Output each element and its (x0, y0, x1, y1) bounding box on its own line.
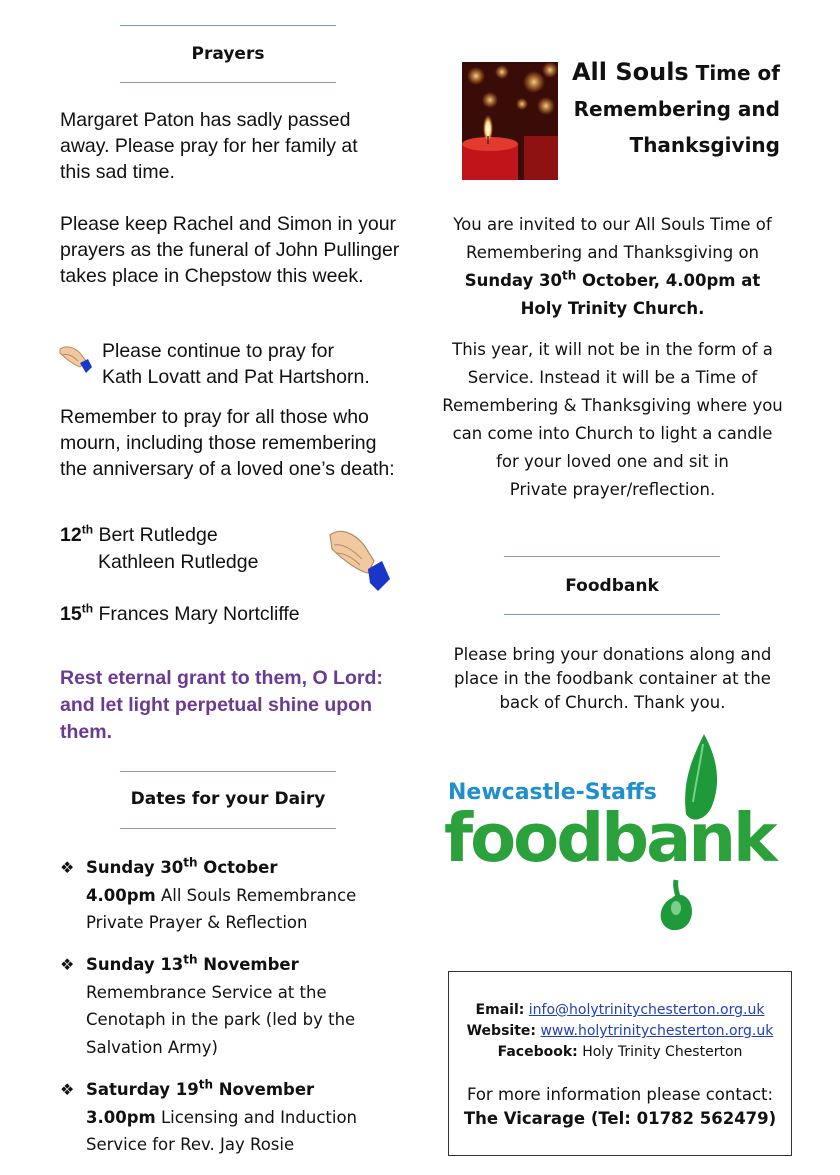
foodbank-logo-top: Newcastle-Staffs (448, 780, 657, 805)
praying-hands-large-icon (326, 525, 392, 595)
all-souls-title-line-2: Remembering and (573, 97, 780, 121)
dates-title: Dates for your Dairy (130, 789, 326, 809)
anniversary-day: 12 (60, 524, 82, 546)
diary-text: Licensing and Induction (155, 1107, 357, 1127)
diary-month: October (197, 858, 278, 877)
diary-time: 4.00pm (86, 885, 156, 905)
foodbank-line: back of Church. Thank you. (499, 693, 726, 712)
praying-hands-small-icon (56, 341, 94, 377)
prayers-paragraph-1: Margaret Paton has sadly passed away. Please pray for her family at this sad time. (60, 109, 358, 183)
diary-text: Remembrance Service at the (86, 982, 327, 1002)
foodbank-line: place in the foodbank container at the (454, 669, 771, 688)
anniversary-15 (60, 601, 380, 627)
all-souls-title-rest: Time of (688, 61, 780, 85)
diary-text: All Souls Remembrance (155, 885, 357, 905)
all-souls-invitation (440, 211, 785, 323)
remember-paragraph: Remember to pray for all those who mourn, including those remembering the anniversary of a loved one’s death: (60, 406, 395, 480)
invitation-line: You are invited to our All Souls Time of (453, 215, 772, 234)
anniversary-day-suffix: th (81, 522, 94, 537)
invitation-place: Holy Trinity Church. (520, 299, 705, 318)
diamond-bullet-icon: ❖ (60, 858, 75, 877)
diamond-bullet-icon: ❖ (60, 1080, 75, 1099)
website-link[interactable]: www.holytrinitychesterton.org.uk (540, 1023, 774, 1039)
continue-pray-line-1: Please continue to pray for (102, 340, 334, 362)
description-line: Service. Instead it will be a Time of (467, 368, 758, 387)
diary-text: Cenotaph in the park (led by the (86, 1010, 356, 1029)
diary-item (60, 951, 420, 1061)
description-line: Remembering & Thanksgiving where you (442, 396, 783, 415)
foodbank-line: Please bring your donations along and (453, 645, 772, 664)
foodbank-rule-top (504, 556, 720, 557)
anniversary-name: Frances Mary Nortcliffe (98, 603, 300, 625)
anniversary-12-second-name: Kathleen Rutledge (98, 551, 259, 573)
website-label: Website: (466, 1023, 536, 1039)
diary-date: Sunday 30 (86, 858, 184, 877)
diary-text: Service for Rev. Jay Rosie (86, 1135, 295, 1154)
invitation-date-rest: October, 4.00pm at (576, 271, 761, 290)
all-souls-description (440, 336, 785, 504)
anniversary-name: Bert Rutledge (98, 524, 218, 546)
prayers-title: Prayers (191, 44, 265, 64)
prayers-rule-bottom (120, 82, 336, 83)
anniversary-day-suffix: th (81, 601, 94, 616)
diary-time: 3.00pm (86, 1107, 156, 1127)
invitation-date: Sunday 30 (464, 271, 562, 290)
diary-date: Sunday 13 (86, 955, 184, 974)
description-line: can come into Church to light a candle (452, 424, 773, 443)
email-label: Email: (475, 1002, 525, 1018)
email-link[interactable]: info@holytrinitychesterton.org.uk (528, 1002, 765, 1018)
facebook-name: Holy Trinity Chesterton (582, 1044, 743, 1060)
diary-date-suffix: th (183, 855, 198, 870)
dates-rule-top (120, 771, 336, 772)
prayers-paragraph-2: Please keep Rachel and Simon in your prayers as the funeral of John Pullinger takes place in Chepstow this week. (60, 213, 400, 287)
diary-month: November (197, 955, 299, 974)
foodbank-text (440, 643, 785, 715)
diary-date-suffix: th (198, 1077, 213, 1092)
diary-date-suffix: th (183, 952, 198, 967)
invitation-date-suffix: th (562, 268, 577, 283)
diary-date: Saturday 19 (86, 1080, 199, 1099)
description-line: This year, it will not be in the form of a (452, 340, 773, 359)
description-line: Private prayer/reflection. (509, 480, 716, 499)
candle-photo (462, 62, 558, 180)
diary-item (60, 854, 420, 937)
facebook-label: Facebook: (497, 1044, 578, 1060)
rest-eternal-prayer: Rest eternal grant to them, O Lord: and let light perpetual shine upon them. (60, 667, 383, 743)
all-souls-title (566, 54, 780, 163)
foodbank-logo-bottom: foodbank (444, 799, 775, 877)
anniversary-12 (60, 522, 320, 548)
all-souls-title-big: All Souls (571, 58, 689, 86)
prayers-rule-top (120, 25, 336, 26)
continue-pray-line-2: Kath Lovatt and Pat Hartshorn. (102, 366, 370, 388)
diamond-bullet-icon: ❖ (60, 955, 75, 974)
all-souls-title-line-3: Thanksgiving (629, 133, 780, 157)
anniversary-day: 15 (60, 603, 82, 625)
diary-item (60, 1076, 420, 1159)
foodbank-rule-bottom (504, 614, 720, 615)
more-info-text: For more information please contact: (466, 1085, 774, 1104)
dates-rule-bottom (120, 828, 336, 829)
vicarage-contact: The Vicarage (Tel: 01782 562479) (463, 1109, 777, 1128)
contact-box (448, 971, 792, 1156)
invitation-line: Remembering and Thanksgiving on (465, 243, 760, 262)
foodbank-logo (446, 732, 786, 932)
diary-text: Private Prayer & Reflection (86, 913, 308, 932)
diary-month: November (212, 1080, 315, 1099)
diary-text: Salvation Army) (86, 1037, 218, 1057)
foodbank-title: Foodbank (565, 576, 659, 596)
description-line: for your loved one and sit in (496, 452, 729, 471)
